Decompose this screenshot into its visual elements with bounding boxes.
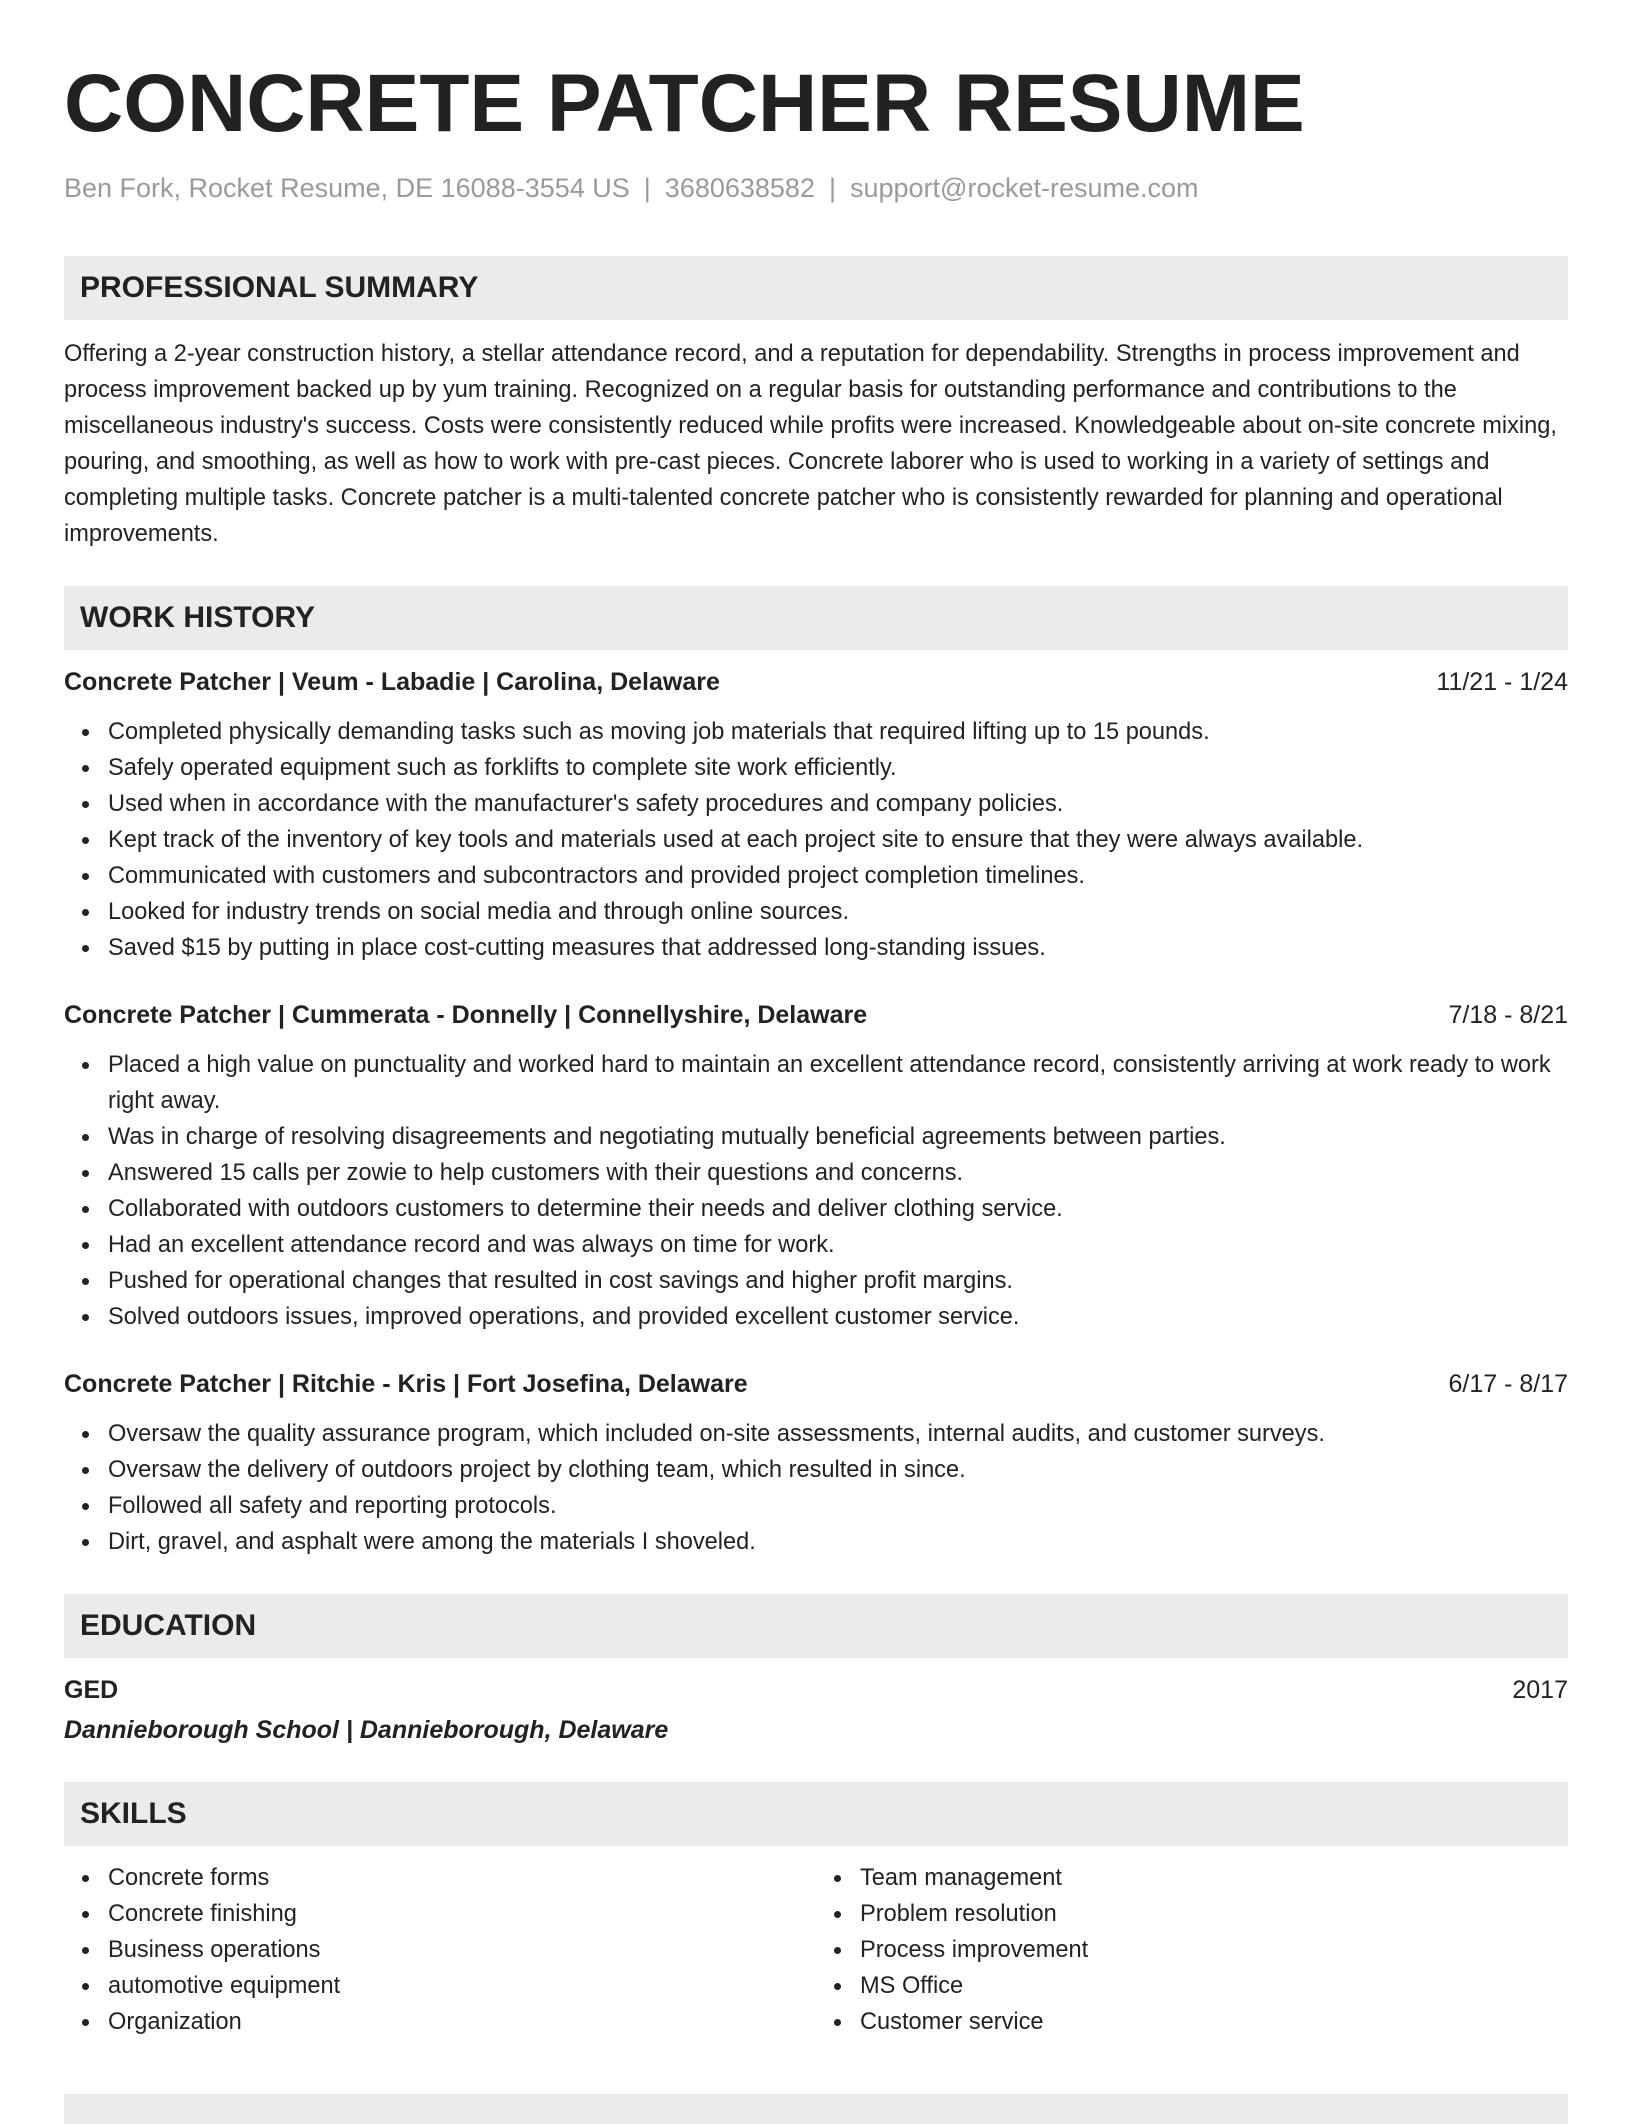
job-bullet: Used when in accordance with the manufacturer's safety procedures and company policies.	[108, 786, 1568, 822]
resume-page	[64, 0, 1568, 2040]
job-bullet: Communicated with customers and subcontractors and provided project completion timelines.	[108, 858, 1568, 894]
section-header-education: EDUCATION	[64, 1594, 1568, 1658]
education-year: 2017	[1512, 1676, 1568, 1704]
education-header	[64, 1672, 1568, 1708]
contact-address: Ben Fork, Rocket Resume, DE 16088-3554 US	[64, 173, 630, 203]
job-header	[64, 1366, 1568, 1402]
job-dates: 11/21 - 1/24	[1436, 668, 1568, 696]
job-bullet: Safely operated equipment such as forklifts to complete site work efficiently.	[108, 750, 1568, 786]
job-entry	[64, 664, 1568, 966]
job-entry	[64, 1366, 1568, 1560]
job-bullets	[64, 1416, 1568, 1560]
skill-item: Customer service	[860, 2004, 1568, 2040]
summary-text: Offering a 2-year construction history, a stellar attendance record, and a reputation for dependability. Strengths in process improvement and process improvement backed up by yum training. Recognized on a regular basis for outstanding performance and contributions to the miscellaneous industry's success. Costs were consistently reduced while profits were increased. Knowledgeable about on-site concrete mixing, pouring, and smoothing, as well as how to work with pre-cast pieces. Concrete laborer who is used to working in a variety of settings and completing multiple tasks. Concrete patcher is a multi-talented concrete patcher who is consistently rewarded for planning and operational improvements.	[64, 341, 1557, 547]
education-degree: GED	[64, 1676, 119, 1704]
job-header	[64, 664, 1568, 700]
next-section-header-partial	[64, 2094, 1568, 2124]
job-bullets	[64, 1047, 1568, 1335]
skill-item: Concrete finishing	[108, 1896, 816, 1932]
job-bullet: Dirt, gravel, and asphalt were among the materials I shoveled.	[108, 1524, 1568, 1560]
job-bullet: Collaborated with outdoors customers to determine their needs and deliver clothing service.	[108, 1191, 1568, 1227]
job-dates: 6/17 - 8/17	[1448, 1370, 1568, 1398]
job-bullet: Kept track of the inventory of key tools and materials used at each project site to ensure that they were always available.	[108, 822, 1568, 858]
contact-email: support@rocket-resume.com	[849, 173, 1199, 203]
education-school: Dannieborough School | Dannieborough, Delaware	[64, 1716, 669, 1744]
job-bullet: Was in charge of resolving disagreements and negotiating mutually beneficial agreements between parties.	[108, 1119, 1568, 1155]
job-title: Concrete Patcher | Veum - Labadie | Carolina, Delaware	[64, 668, 720, 696]
skill-item: MS Office	[860, 1968, 1568, 2004]
skill-item: Problem resolution	[860, 1896, 1568, 1932]
job-dates: 7/18 - 8/21	[1448, 1001, 1568, 1029]
skill-item: Organization	[108, 2004, 816, 2040]
job-bullet: Solved outdoors issues, improved operations, and provided excellent customer service.	[108, 1299, 1568, 1335]
job-bullet: Had an excellent attendance record and was always on time for work.	[108, 1227, 1568, 1263]
job-bullet: Oversaw the quality assurance program, which included on-site assessments, internal audits, and customer surveys.	[108, 1416, 1568, 1452]
job-bullet: Oversaw the delivery of outdoors project by clothing team, which resulted in since.	[108, 1452, 1568, 1488]
skill-item: Process improvement	[860, 1932, 1568, 1968]
contact-line	[64, 170, 1568, 206]
skill-item: Team management	[860, 1860, 1568, 1896]
skill-item: Concrete forms	[108, 1860, 816, 1896]
job-header	[64, 997, 1568, 1033]
job-bullet: Placed a high value on punctuality and worked hard to maintain an excellent attendance record, consistently arriving at work ready to work right away.	[108, 1047, 1568, 1119]
job-bullet: Looked for industry trends on social media and through online sources.	[108, 894, 1568, 930]
job-bullet: Followed all safety and reporting protocols.	[108, 1488, 1568, 1524]
job-title: Concrete Patcher | Cummerata - Donnelly | Connellyshire, Delaware	[64, 1001, 868, 1029]
section-header-summary: PROFESSIONAL SUMMARY	[64, 256, 1568, 320]
job-bullet: Completed physically demanding tasks such as moving job materials that required lifting up to 15 pounds.	[108, 714, 1568, 750]
job-bullet: Answered 15 calls per zowie to help customers with their questions and concerns.	[108, 1155, 1568, 1191]
job-bullet: Saved $15 by putting in place cost-cutting measures that addressed long-standing issues.	[108, 930, 1568, 966]
job-entry	[64, 997, 1568, 1335]
section-header-work-history: WORK HISTORY	[64, 586, 1568, 650]
skills-column-right	[816, 1860, 1568, 2040]
job-bullet: Pushed for operational changes that resulted in cost savings and higher profit margins.	[108, 1263, 1568, 1299]
skill-item: automotive equipment	[108, 1968, 816, 2004]
job-bullets	[64, 714, 1568, 966]
job-title: Concrete Patcher | Ritchie - Kris | Fort Josefina, Delaware	[64, 1370, 748, 1398]
contact-phone: 3680638582	[664, 173, 815, 203]
skills-list	[64, 1860, 1568, 2040]
contact-separator: |	[828, 173, 836, 203]
skills-column-left	[64, 1860, 816, 2040]
section-header-skills: SKILLS	[64, 1782, 1568, 1846]
skill-item: Business operations	[108, 1932, 816, 1968]
resume-title: CONCRETE PATCHER RESUME	[64, 58, 1305, 149]
contact-separator: |	[643, 173, 651, 203]
